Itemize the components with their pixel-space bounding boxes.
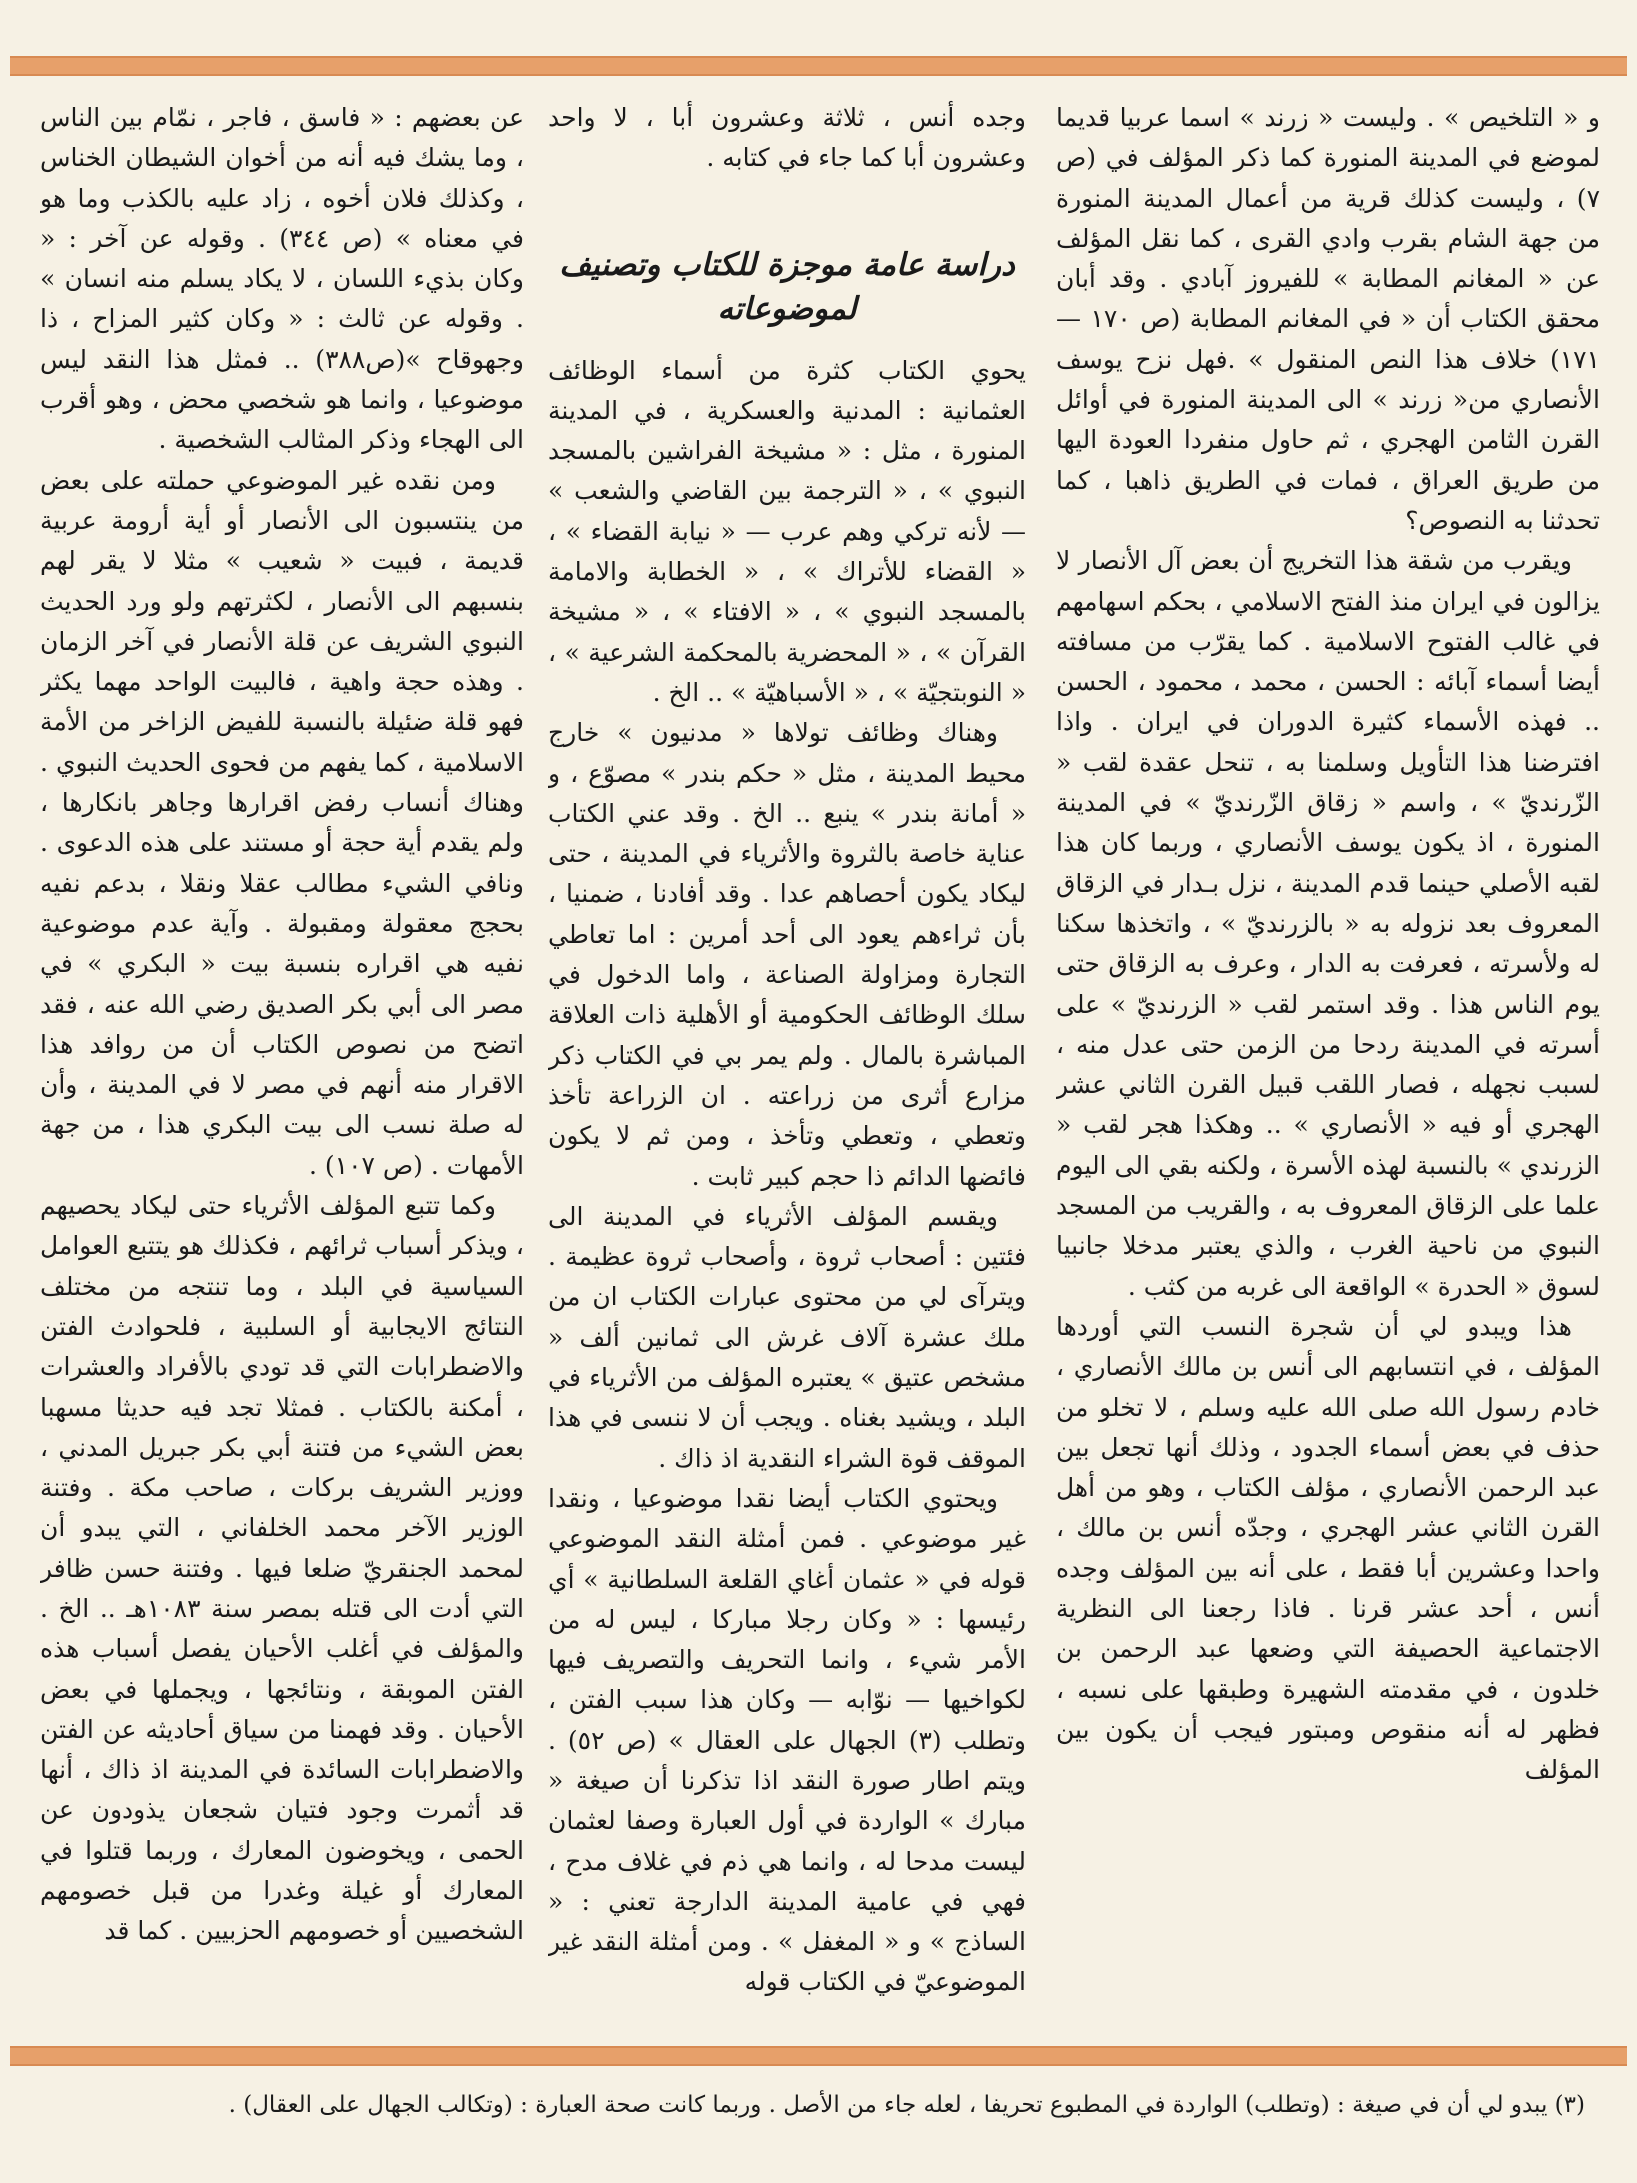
paragraph: عن بعضهم : « فاسق ، فاجر ، نمّام بين الناس ، وما يشك فيه أنه من أخوان الشيطان الخناس ، وكذلك فلان أخوه ، زاد عليه بالكذب وما هو في معناه » (ص ٣٤٤) . وقوله عن آخر : « وكان بذيء اللسان ، لا يكاد يسلم منه انسان » . وقوله عن ثالث : « وكان كثير المزاح ، ذا وجهوقاح »(ص٣٨٨) .. فمثل هذا النقد ليس موضوعيا ، وانما هو شخصي محض ، وهو أقرب الى الهجاء وذكر المثالب الشخصية . [40, 103, 524, 455]
paragraph: يحوي الكتاب كثرة من أسماء الوظائف العثمانية : المدنية والعسكرية ، في المدينة المنورة ، مثل : « مشيخة الفراشين بالمسجد النبوي » ، « الترجمة بين القاضي والشعب » — لأنه تركي وهم عرب — « نيابة القضاء » ، « القضاء للأتراك » ، « الخطابة والامامة بالمسجد النبوي » ، « الافتاء » ، « مشيخة القرآن » ، « المحضرية بالمحكمة الشرعية » ، « النوبتجيّة » ، « الأسباهيّة » .. الخ . [548, 355, 1026, 707]
text-column-left [40, 98, 524, 2030]
text-column-middle [548, 98, 1026, 2030]
text-column-right [1056, 98, 1600, 2030]
paragraph: ويحتوي الكتاب أيضا نقدا موضوعيا ، ونقدا غير موضوعي . فمن أمثلة النقد الموضوعي قوله في « عثمان أغاي القلعة السلطانية » أي رئيسها : « وكان رجلا مباركا ، ليس له من الأمر شيء ، وانما التحريف والتصريف فيها لكواخيها — نوّابه — وكان هذا سبب الفتن ، وتطلب (٣) الجهال على العقال » (ص ٥٢) . ويتم اطار صورة النقد اذا تذكرنا أن صيغة « مبارك » الواردة في أول العبارة وصفا لعثمان ليست مدحا له ، وانما هي ذم في غلاف مدح ، فهي في عامية المدينة الدارجة تعني : « الساذج » و « المغفل » . ومن أمثلة النقد غير الموضوعيّ في الكتاب قوله [548, 1483, 1026, 1997]
paragraph: وكما تتبع المؤلف الأثرياء حتى ليكاد يحصيهم ، ويذكر أسباب ثرائهم ، فكذلك هو يتتبع العوامل السياسية في البلد ، وما تنتجه من مختلف النتائج الايجابية أو السلبية ، فلحوادث الفتن والاضطرابات التي قد تودي بالأفراد والعشرات ، أمكنة بالكتاب . فمثلا تجد فيه حديثا مسهبا بعض الشيء من فتنة أبي بكر جبريل المدني ، ووزير الشريف بركات ، صاحب مكة . وفتنة الوزير الآخر محمد الخلفاني ، التي يبدو أن لمحمد الجنقريّ ضلعا فيها . وفتنة حسن ظافر التي أدت الى قتله بمصر سنة ١٠٨٣هـ .. الخ . والمؤلف في أغلب الأحيان يفصل أسباب هذه الفتن الموبقة ، ونتائجها ، ويجملها في بعض الأحيان . وقد فهمنا من سياق أحاديثه عن الفتن والاضطرابات السائدة في المدينة اذ ذاك ، أنها قد أثمرت وجود فتيان شجعان يذودون عن الحمى ، ويخوضون المعارك ، وربما قتلوا في المعارك أو غيلة وغدرا من قبل خصومهم الشخصيين أو خصومهم الحزبيين . كما قد [40, 1191, 524, 1946]
top-decorative-bar [10, 56, 1627, 76]
paragraph: ويقسم المؤلف الأثرياء في المدينة الى فئتين : أصحاب ثروة ، وأصحاب ثروة عظيمة . ويترآى لي من محتوى عبارات الكتاب ان من ملك عشرة آلاف غرش الى ثمانين ألف « مشخص عتيق » يعتبره المؤلف من الأثرياء في البلد ، ويشيد بغناه . ويجب أن لا ننسى في هذا الموقف قوة الشراء النقدية اذ ذاك . [548, 1201, 1026, 1473]
paragraph: و « التلخيص » . وليست « زرند » اسما عربيا قديما لموضع في المدينة المنورة كما ذكر المؤلف في (ص ٧) ، وليست كذلك قرية من أعمال المدينة المنورة من جهة الشام بقرب وادي القرى ، كما نقل المؤلف عن « المغانم المطابة » للفيروز آبادي . وقد أبان محقق الكتاب أن « في المغانم المطابة (ص ١٧٠ — ١٧١) خلاف هذا النص المنقول » .فهل نزح يوسف الأنصاري من« زرند » الى المدينة المنورة في أوائل القرن الثامن الهجري ، ثم حاول منفردا العودة اليها من طريق العراق ، فمات في الطريق ذاهبا ، كما تحدثنا به النصوص؟ [1056, 103, 1600, 535]
paragraph: ومن نقده غير الموضوعي حملته على بعض من ينتسبون الى الأنصار أو أية أرومة عربية قديمة ، فبيت « شعيب » مثلا لا يقر لهم بنسبهم الى الأنصار ، لكثرتهم ولو ورد الحديث النبوي الشريف عن قلة الأنصار في آخر الزمان . وهذه حجة واهية ، فالبيت الواحد مهما يكثر فهو قلة ضئيلة بالنسبة للفيض الزاخر من الأمة الاسلامية ، كما يفهم من فحوى الحديث النبوي . وهناك أنساب رفض اقرارها وجاهر بانكارها ، ولم يقدم أية حجة أو مستند على هذه الدعوى . ونافي الشيء مطالب عقلا ونقلا ، بدعم نفيه بحجج معقولة ومقبولة . وآية عدم موضوعية نفيه هي اقراره بنسبة بيت « البكري » في مصر الى أبي بكر الصديق رضي الله عنه ، فقد اتضح من نصوص الكتاب أن من روافد هذا الاقرار منه أنهم في مصر لا في المدينة ، وأن له صلة نسب الى بيت البكري هذا ، من جهة الأمهات . (ص ١٠٧) . [40, 465, 524, 1180]
section-heading: دراسة عامة موجزة للكتاب وتصنيف لموضوعاته [559, 246, 1015, 327]
paragraph: هذا ويبدو لي أن شجرة النسب التي أوردها المؤلف ، في انتسابهم الى أنس بن مالك الأنصاري ، خادم رسول الله صلى الله عليه وسلم ، لا تخلو من حذف في بعض أسماء الجدود ، وذلك أنها تجعل بين عبد الرحمن الأنصاري ، مؤلف الكتاب ، وهو من أهل القرن الثاني عشر الهجري ، وجدّه أنس بن مالك ، واحدا وعشرين أبا فقط ، على أنه بين المؤلف وجده أنس ، أحد عشر قرنا . فاذا رجعنا الى النظرية الاجتماعية الحصيفة التي وضعها عبد الرحمن بن خلدون ، في مقدمته الشهيرة وطبقها على نسبه ، فظهر له أنه منقوص ومبتور فيجب أن يكون بين المؤلف [1056, 1311, 1600, 1785]
footnote: (٣) يبدو لي أن في صيغة : (وتطلب) الواردة في المطبوع تحريفا ، لعله جاء من الأصل . وربما كانت صحة العبارة : (وتكالب الجهال على العقال) . [228, 2092, 1585, 2118]
paragraph: وهناك وظائف تولاها « مدنيون » خارج محيط المدينة ، مثل « حكم بندر » مصوّع ، و « أمانة بندر » ينبع .. الخ . وقد عني الكتاب عناية خاصة بالثروة والأثرياء في المدينة ، حتى ليكاد يكون أحصاهم عدا . وقد أفادنا ، ضمنيا ، بأن ثراءهم يعود الى أحد أمرين : اما تعاطي التجارة ومزاولة الصناعة ، واما الدخول في سلك الوظائف الحكومية أو الأهلية ذات العلاقة المباشرة بالمال . ولم يمر بي في الكتاب ذكر مزارع أثرى من زراعته . ان الزراعة تأخذ وتعطي ، وتعطي وتأخذ ، ومن ثم لا يكون فائضها الدائم ذا حجم كبير ثابت . [548, 718, 1026, 1191]
paragraph: ويقرب من شقة هذا التخريج أن بعض آل الأنصار لا يزالون في ايران منذ الفتح الاسلامي ، بحكم اسهامهم في غالب الفتوح الاسلامية . كما يقرّب من مسافته أيضا أسماء آبائه : الحسن ، محمد ، محمود ، الحسن .. فهذه الأسماء كثيرة الدوران في ايران . واذا افترضنا هذا التأويل وسلمنا به ، تنحل عقدة لقب « الزّرنديّ » ، واسم « زقاق الزّرنديّ » في المدينة المنورة ، اذ يكون يوسف الأنصاري ، وربما كان هذا لقبه الأصلي حينما قدم المدينة ، نزل بـدار في الزقاق المعروف بعد نزوله به « بالزرنديّ » ، واتخذها سكنا له ولأسرته ، فعرفت به الدار ، وعرف به الزقاق حتى يوم الناس هذا . وقد استمر لقب « الزرنديّ » على أسرته في المدينة ردحا من الزمن حتى عدل منه ، لسبب نجهله ، فصار اللقب قبيل القرن الثاني عشر الهجري أو فيه « الأنصاري » .. وهكذا هجر لقب « الزرندي » بالنسبة لهذه الأسرة ، ولكنه بقي الى اليوم علما على الزقاق المعروف به ، والقريب من المسجد النبوي من ناحية الغرب ، والذي يعتبر مدخلا جانبيا لسوق « الحدرة » الواقعة الى غربه من كثب . [1056, 546, 1600, 1301]
bottom-decorative-bar [10, 2046, 1627, 2066]
paragraph-intro: وجده أنس ، ثلاثة وعشرون أبا ، لا واحد وعشرون أبا كما جاء في كتابه . [548, 103, 1026, 173]
